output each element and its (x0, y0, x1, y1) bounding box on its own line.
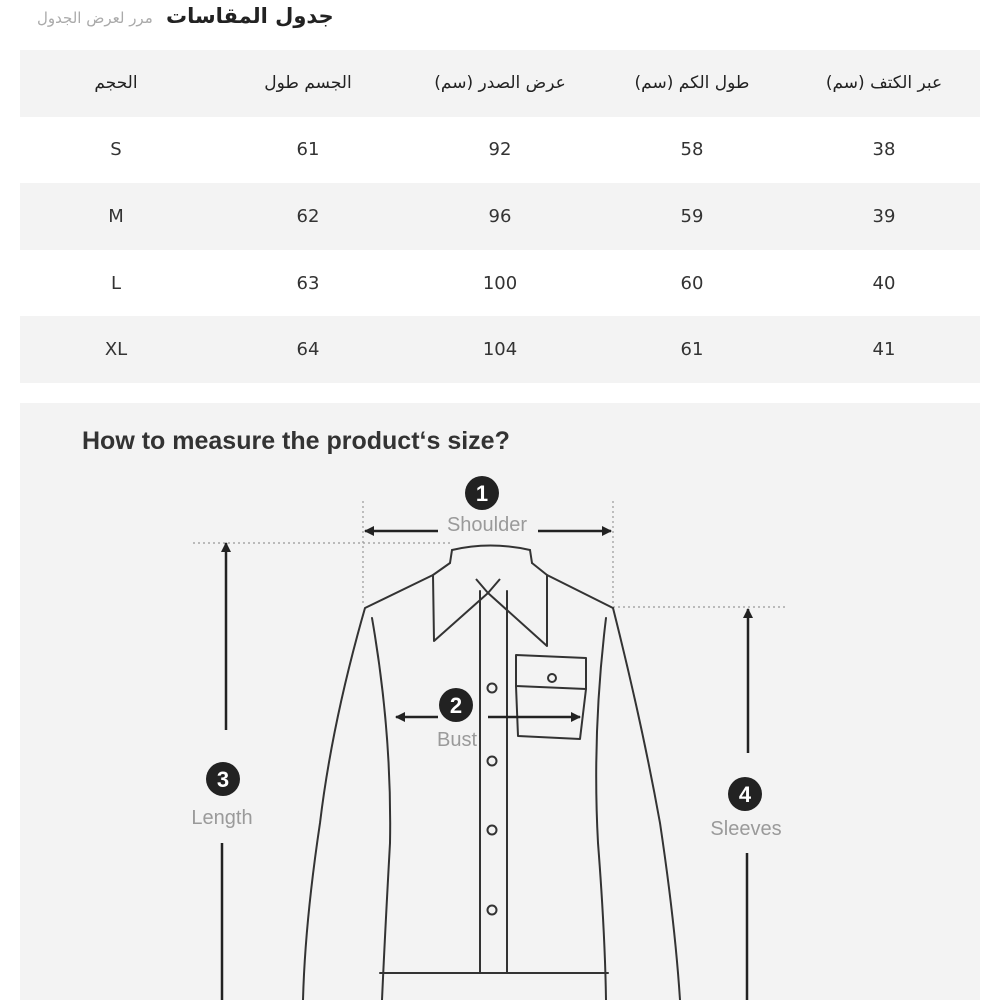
table-cell: 60 (596, 250, 788, 317)
table-row (20, 117, 980, 184)
table-cell: L (20, 250, 212, 317)
table-cell: 58 (596, 117, 788, 184)
bust-measure (396, 688, 580, 751)
shirt-diagram (20, 403, 980, 1000)
table-cell: 62 (212, 183, 404, 250)
table-cell: 104 (404, 316, 596, 383)
measure-number: 2 (449, 693, 463, 718)
table-cell: XL (20, 316, 212, 383)
table-cell: 59 (596, 183, 788, 250)
header-sleeve-length: (طول الكم (سم (596, 50, 788, 117)
header-size: الحجم (20, 50, 212, 117)
table-cell: 61 (596, 316, 788, 383)
shirt-icon (303, 546, 680, 1000)
measure-number: 3 (216, 767, 230, 792)
sleeves-measure (710, 609, 781, 1000)
page-title: جدول المقاسات (166, 4, 334, 28)
header-body-length: الجسم طول (212, 50, 404, 117)
table-cell: 41 (788, 316, 980, 383)
buttons (488, 674, 557, 915)
shoulder-measure (365, 476, 611, 536)
table-cell: 64 (212, 316, 404, 383)
table-cell: 61 (212, 117, 404, 184)
measure-label: Bust (436, 729, 478, 751)
table-cell: 40 (788, 250, 980, 317)
measure-number: 1 (475, 481, 489, 506)
table-cell: 63 (212, 250, 404, 317)
table-header-row (20, 50, 980, 117)
table-cell: 96 (404, 183, 596, 250)
table-row (20, 250, 980, 317)
scroll-hint: مرر لعرض الجدول (37, 9, 153, 27)
table-cell: M (20, 183, 212, 250)
measure-label: Shoulder (446, 514, 528, 536)
length-measure (191, 543, 252, 1000)
table-cell: S (20, 117, 212, 184)
table-cell: 100 (404, 250, 596, 317)
table-cell: 39 (788, 183, 980, 250)
measure-guide (20, 403, 980, 1000)
table-row (20, 183, 980, 250)
size-table (20, 50, 980, 383)
table-cell: 38 (788, 117, 980, 184)
guide-title: How to measure the product‘s size? (82, 427, 510, 455)
page-header (0, 0, 1000, 40)
header-shoulder-width: (عبر الكتف (سم (788, 50, 980, 117)
measure-label: Length (191, 807, 253, 829)
measure-number: 4 (738, 782, 752, 807)
table-cell: 92 (404, 117, 596, 184)
measure-label: Sleeves (710, 818, 782, 840)
header-chest-width: (عرض الصدر (سم (404, 50, 596, 117)
table-row (20, 316, 980, 383)
